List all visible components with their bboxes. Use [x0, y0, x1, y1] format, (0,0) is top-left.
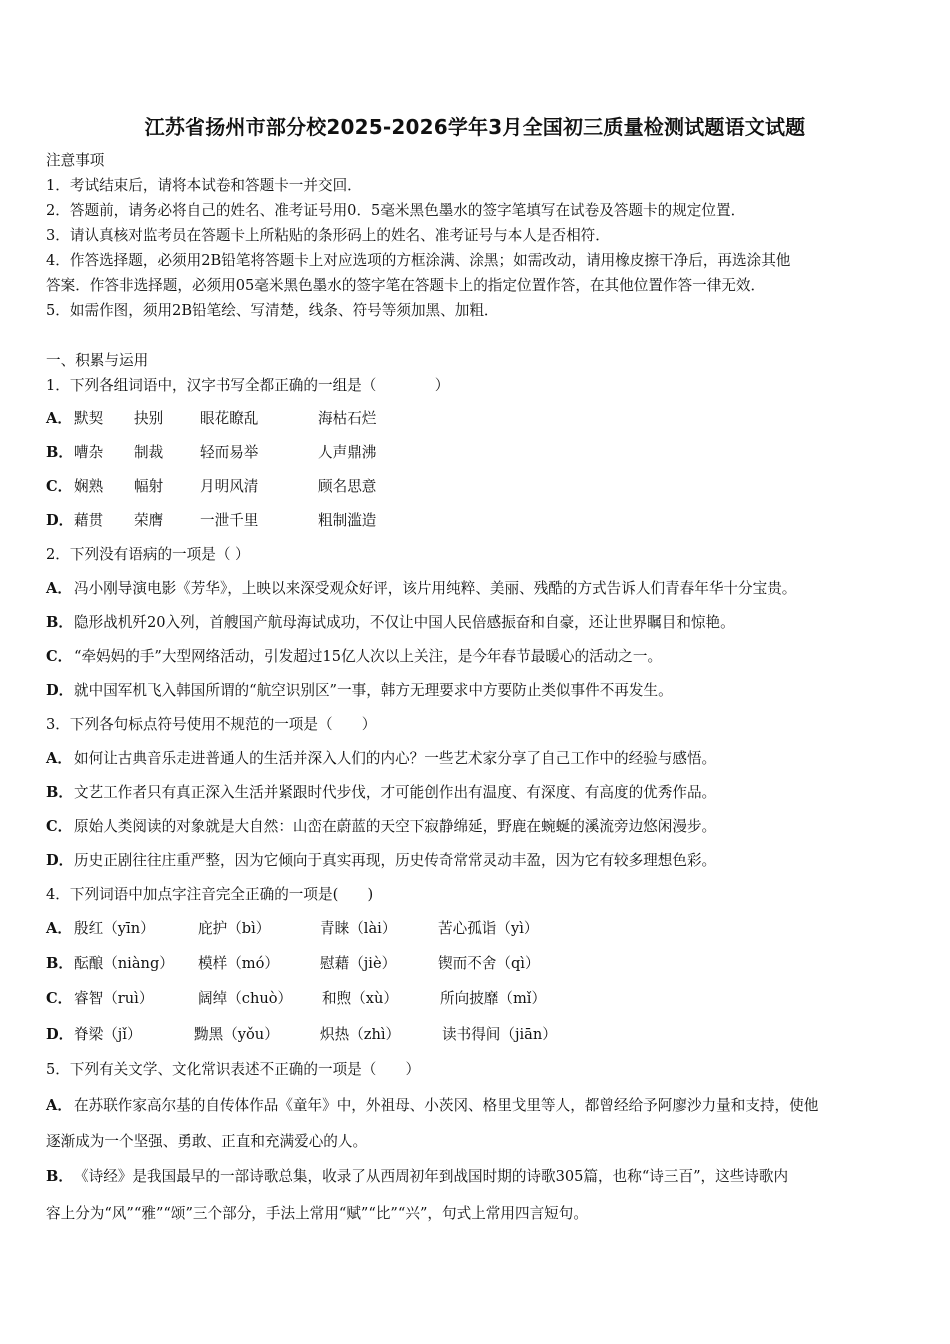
option-label: D． [46, 1026, 74, 1043]
option-word: 嘈杂 [74, 444, 104, 461]
question-stem-1: 1．下列各组词语中，汉字书写全都正确的一组是（ ） [46, 377, 450, 394]
notice-item: 答案．作答非选择题，必须用05毫米黑色墨水的签字笔在答题卡上的指定位置作答，在其他位置作答一律无效． [46, 277, 766, 294]
option-label: C． [46, 648, 73, 665]
q4-option-b [46, 954, 908, 974]
q1-option-c [46, 477, 908, 497]
option-label: B． [46, 1168, 73, 1185]
q1-option-b [46, 443, 908, 463]
option-word: 荣膺 [134, 512, 164, 529]
q1-option-d [46, 511, 908, 531]
option-label: D． [46, 512, 74, 529]
option-text: 历史正剧往往庄重严整，因为它倾向于真实再现，历史传奇常常灵动丰盈，因为它有较多理想色彩。 [74, 852, 717, 869]
option-label: A． [46, 410, 72, 427]
q5-option-b [46, 1167, 908, 1187]
option-word: 海枯石烂 [318, 410, 377, 427]
q5-option-b-cont: 容上分为“风”“雅”“颂”三个部分，手法上常用“赋”“比”“兴”，句式上常用四言短句。 [46, 1205, 588, 1222]
notice-item: 3．请认真核对监考员在答题卡上所粘贴的条形码上的姓名、准考证号与本人是否相符． [46, 227, 610, 244]
option-label: B． [46, 784, 73, 801]
option-text: 《诗经》是我国最早的一部诗歌总集，收录了从西周初年到战国时期的诗歌305篇，也称“诗三百”，这些诗歌内 [74, 1168, 789, 1185]
option-word: 眼花瞭乱 [200, 410, 259, 427]
q2-option-b [46, 613, 908, 633]
option-word: 藉贯 [74, 512, 104, 529]
option-text: 在苏联作家高尔基的自传体作品《童年》中，外祖母、小茨冈、格里戈里等人，都曾经给予阿廖沙力量和支持，使他 [74, 1097, 819, 1114]
option-word: 青睐（lài） [320, 920, 397, 937]
option-word: 慰藉（jiè） [320, 955, 397, 972]
option-word: 殷红（yīn） [74, 920, 155, 937]
option-word: 模样（mó） [198, 955, 279, 972]
notice-item: 5．如需作图，须用2B铅笔绘、写清楚，线条、符号等须加黑、加粗． [46, 302, 499, 319]
notice-heading: 注意事项 [46, 152, 105, 169]
option-label: C． [46, 478, 73, 495]
option-label: A． [46, 920, 72, 937]
option-label: C． [46, 818, 73, 835]
q4-option-a [46, 919, 908, 939]
option-label: A． [46, 750, 72, 767]
option-word: 炽热（zhì） [320, 1026, 401, 1043]
option-word: 制裁 [134, 444, 164, 461]
option-word: 读书得间（jiān） [442, 1026, 557, 1043]
q5-option-a-cont: 逐渐成为一个坚强、勇敢、正直和充满爱心的人。 [46, 1133, 368, 1150]
option-label: D． [46, 852, 74, 869]
option-label: B． [46, 614, 73, 631]
option-word: 粗制滥造 [318, 512, 377, 529]
option-word: 月明风清 [200, 478, 259, 495]
option-word: 和煦（xù） [322, 990, 399, 1007]
option-word: 酝酿（niàng） [74, 955, 174, 972]
q3-option-a [46, 749, 908, 769]
question-stem-5: 5．下列有关文学、文化常识表述不正确的一项是（ ） [46, 1061, 421, 1078]
page-title: 江苏省扬州市部分校2025-2026学年3月全国初三质量检测试题语文试题 [144, 115, 806, 139]
option-text: “牵妈妈的手”大型网络活动，引发超过15亿人次以上关注，是今年春节最暖心的活动之一。 [74, 648, 663, 665]
option-word: 苦心孤诣（yì） [438, 920, 539, 937]
question-stem-2: 2．下列没有语病的一项是（ ） [46, 546, 250, 563]
q5-option-a [46, 1096, 908, 1116]
q3-option-c [46, 817, 908, 837]
q3-option-d [46, 851, 908, 871]
option-word: 默契 [74, 410, 104, 427]
question-stem-3: 3．下列各句标点符号使用不规范的一项是（ ） [46, 716, 377, 733]
option-label: A． [46, 1097, 72, 1114]
section-heading: 一、积累与运用 [46, 352, 149, 369]
q4-option-d [46, 1025, 908, 1045]
option-label: B． [46, 444, 73, 461]
notice-item: 2．答题前，请务必将自己的姓名、准考证号用0．5毫米黑色墨水的签字笔填写在试卷及答题卡的规定位置． [46, 202, 746, 219]
option-text: 如何让古典音乐走进普通人的生活并深入人们的内心？一些艺术家分享了自己工作中的经验与感悟。 [74, 750, 717, 767]
notice-item: 4．作答选择题，必须用2B铅笔将答题卡上对应选项的方框涂满、涂黑；如需改动，请用橡皮擦干净后，再选涂其他 [46, 252, 791, 269]
option-label: B． [46, 955, 73, 972]
option-word: 人声鼎沸 [318, 444, 377, 461]
option-label: C． [46, 990, 73, 1007]
option-word: 锲而不舍（qì） [438, 955, 540, 972]
option-word: 一泄千里 [200, 512, 259, 529]
option-word: 所向披靡（mǐ） [440, 990, 547, 1007]
notice-item: 1．考试结束后，请将本试卷和答题卡一并交回． [46, 177, 362, 194]
option-word: 娴熟 [74, 478, 104, 495]
option-label: A． [46, 580, 72, 597]
option-word: 幅射 [134, 478, 164, 495]
q2-option-c [46, 647, 908, 667]
q4-option-c [46, 989, 908, 1009]
option-word: 庇护（bì） [198, 920, 271, 937]
option-word: 脊梁（jǐ） [74, 1026, 142, 1043]
q1-option-a [46, 409, 908, 429]
option-word: 黝黑（yǒu） [194, 1026, 279, 1043]
option-text: 冯小刚导演电影《芳华》，上映以来深受观众好评，该片用纯粹、美丽、残酷的方式告诉人们青春年华十分宝贵。 [74, 580, 797, 597]
q3-option-b [46, 783, 908, 803]
option-word: 睿智（ruì） [74, 990, 154, 1007]
option-text: 文艺工作者只有真正深入生活并紧跟时代步伐，才可能创作出有温度、有深度、有高度的优秀作品。 [74, 784, 717, 801]
q2-option-a [46, 579, 908, 599]
option-text: 就中国军机飞入韩国所谓的“航空识别区”一事，韩方无理要求中方要防止类似事件不再发生。 [74, 682, 673, 699]
option-text: 原始人类阅读的对象就是大自然：山峦在蔚蓝的天空下寂静绵延，野鹿在蜿蜒的溪流旁边悠闲漫步。 [74, 818, 717, 835]
q2-option-d [46, 681, 908, 701]
option-label: D． [46, 682, 74, 699]
option-word: 抉别 [134, 410, 164, 427]
option-word: 顾名思意 [318, 478, 377, 495]
option-word: 阔绰（chuò） [198, 990, 293, 1007]
question-stem-4: 4．下列词语中加点字注音完全正确的一项是( ) [46, 886, 374, 903]
option-word: 轻而易举 [200, 444, 259, 461]
option-text: 隐形战机歼20入列，首艘国产航母海试成功，不仅让中国人民倍感振奋和自豪，还让世界瞩目和惊艳。 [74, 614, 735, 631]
